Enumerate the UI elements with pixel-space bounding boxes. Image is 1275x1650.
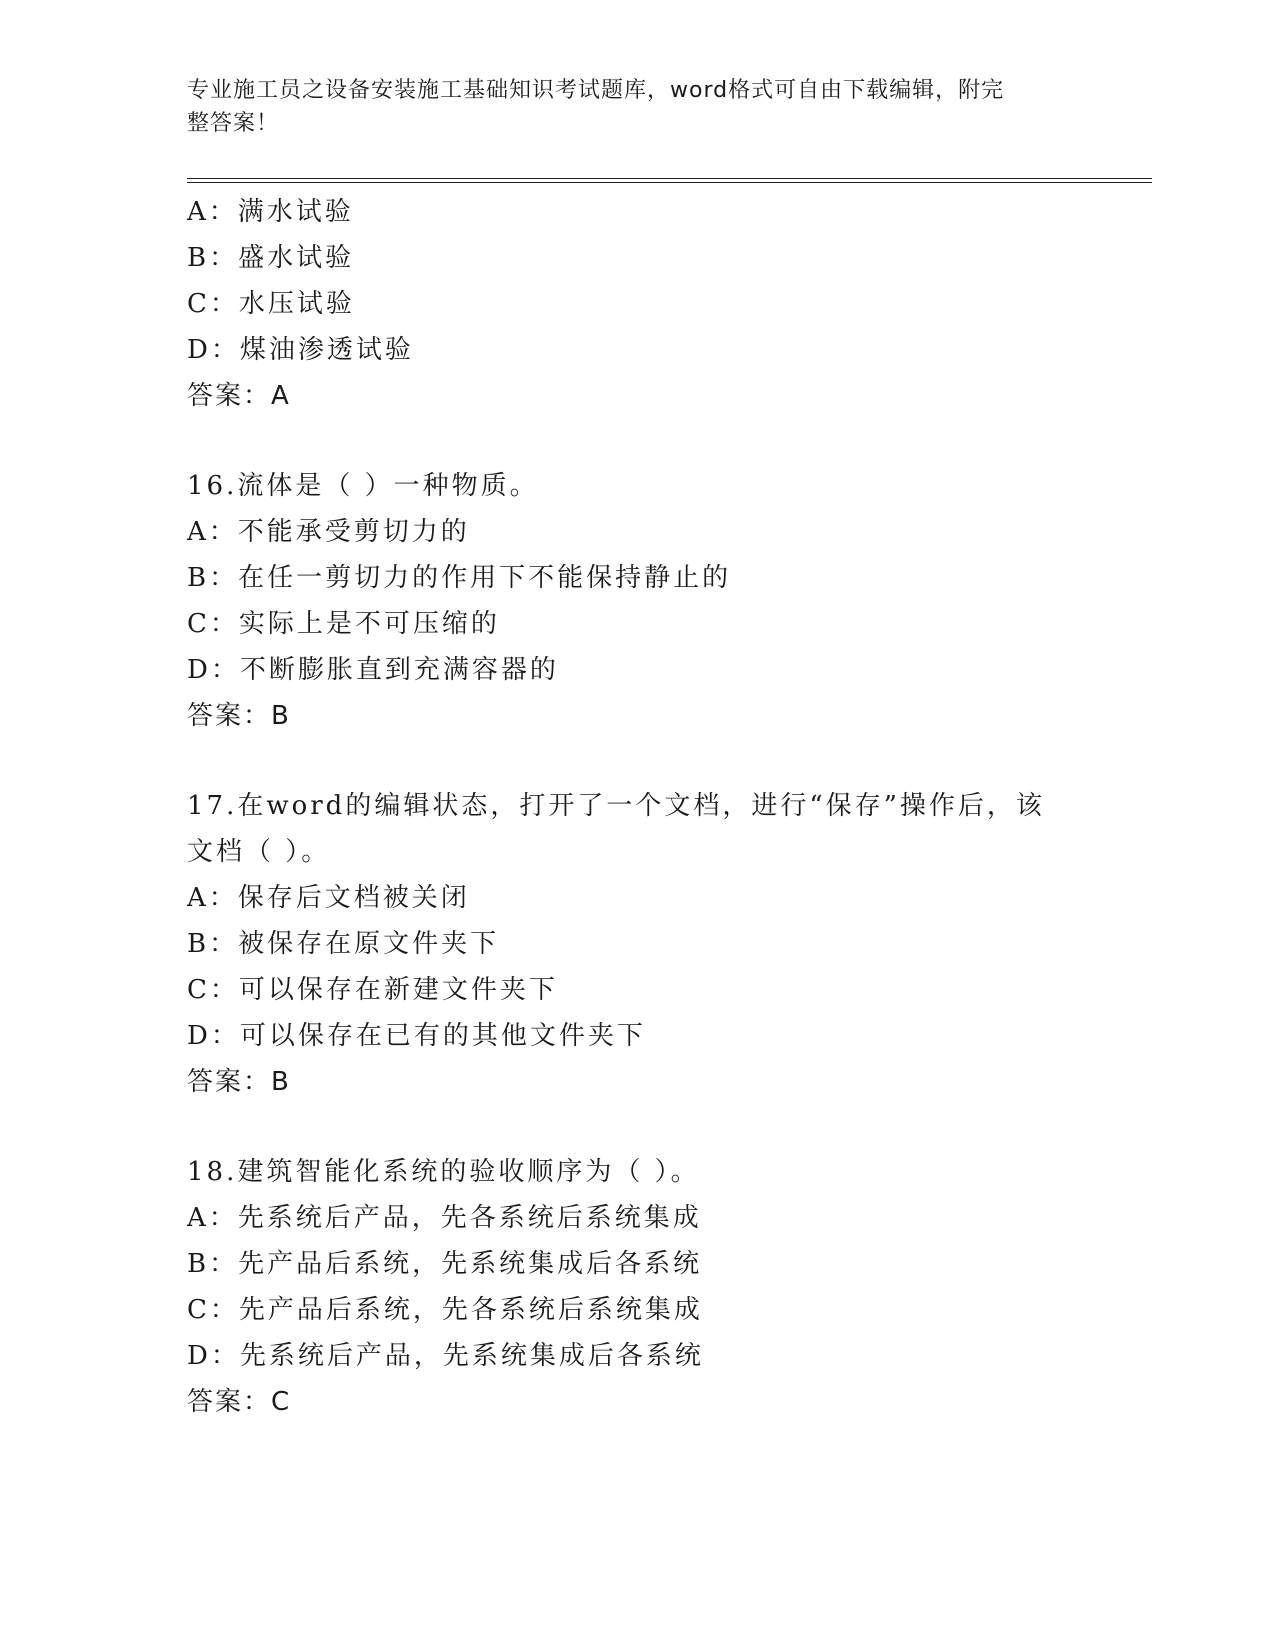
header-divider-top bbox=[187, 178, 1152, 179]
option-c: C：水压试验 bbox=[187, 289, 355, 319]
question-stem-line-2: 文档（ ）。 bbox=[187, 837, 331, 867]
option-a: A：满水试验 bbox=[187, 197, 354, 227]
option-c: C：实际上是不可压缩的 bbox=[187, 609, 500, 639]
answer: 答案：B bbox=[187, 701, 291, 731]
option-c: C：先产品后系统，先各系统后系统集成 bbox=[187, 1295, 703, 1325]
answer: 答案：B bbox=[187, 1067, 291, 1097]
option-b: B：先产品后系统，先系统集成后各系统 bbox=[187, 1249, 703, 1279]
option-c: C：可以保存在新建文件夹下 bbox=[187, 975, 558, 1005]
question-16 bbox=[187, 463, 1147, 739]
question-17 bbox=[187, 783, 1147, 1105]
option-a: A：先系统后产品，先各系统后系统集成 bbox=[187, 1203, 702, 1233]
answer: 答案：C bbox=[187, 1387, 292, 1417]
answer: 答案：A bbox=[187, 381, 291, 411]
question-stem: 18.建筑智能化系统的验收顺序为（ ）。 bbox=[187, 1157, 700, 1187]
option-b: B：被保存在原文件夹下 bbox=[187, 929, 500, 959]
question-stem-line-1: 17.在word的编辑状态，打开了一个文档，进行“保存”操作后，该 bbox=[187, 791, 1045, 821]
question-15 bbox=[187, 189, 1147, 419]
question-list bbox=[187, 189, 1147, 1425]
option-b: B：盛水试验 bbox=[187, 243, 355, 273]
option-d: D：先系统后产品，先系统集成后各系统 bbox=[187, 1341, 704, 1371]
option-a: A：不能承受剪切力的 bbox=[187, 517, 470, 547]
option-a: A：保存后文档被关闭 bbox=[187, 883, 470, 913]
header-line-1: 专业施工员之设备安装施工基础知识考试题库，word格式可自由下载编辑，附完 bbox=[187, 78, 1005, 103]
header-line-2: 整答案！ bbox=[187, 111, 280, 136]
option-b: B：在任一剪切力的作用下不能保持静止的 bbox=[187, 563, 732, 593]
option-d: D：煤油渗透试验 bbox=[187, 335, 414, 365]
document-header bbox=[187, 74, 1067, 140]
question-stem: 16.流体是（ ）一种物质。 bbox=[187, 471, 539, 501]
option-d: D：可以保存在已有的其他文件夹下 bbox=[187, 1021, 646, 1051]
question-18 bbox=[187, 1149, 1147, 1425]
option-d: D：不断膨胀直到充满容器的 bbox=[187, 655, 559, 685]
header-divider-bottom bbox=[187, 182, 1152, 183]
